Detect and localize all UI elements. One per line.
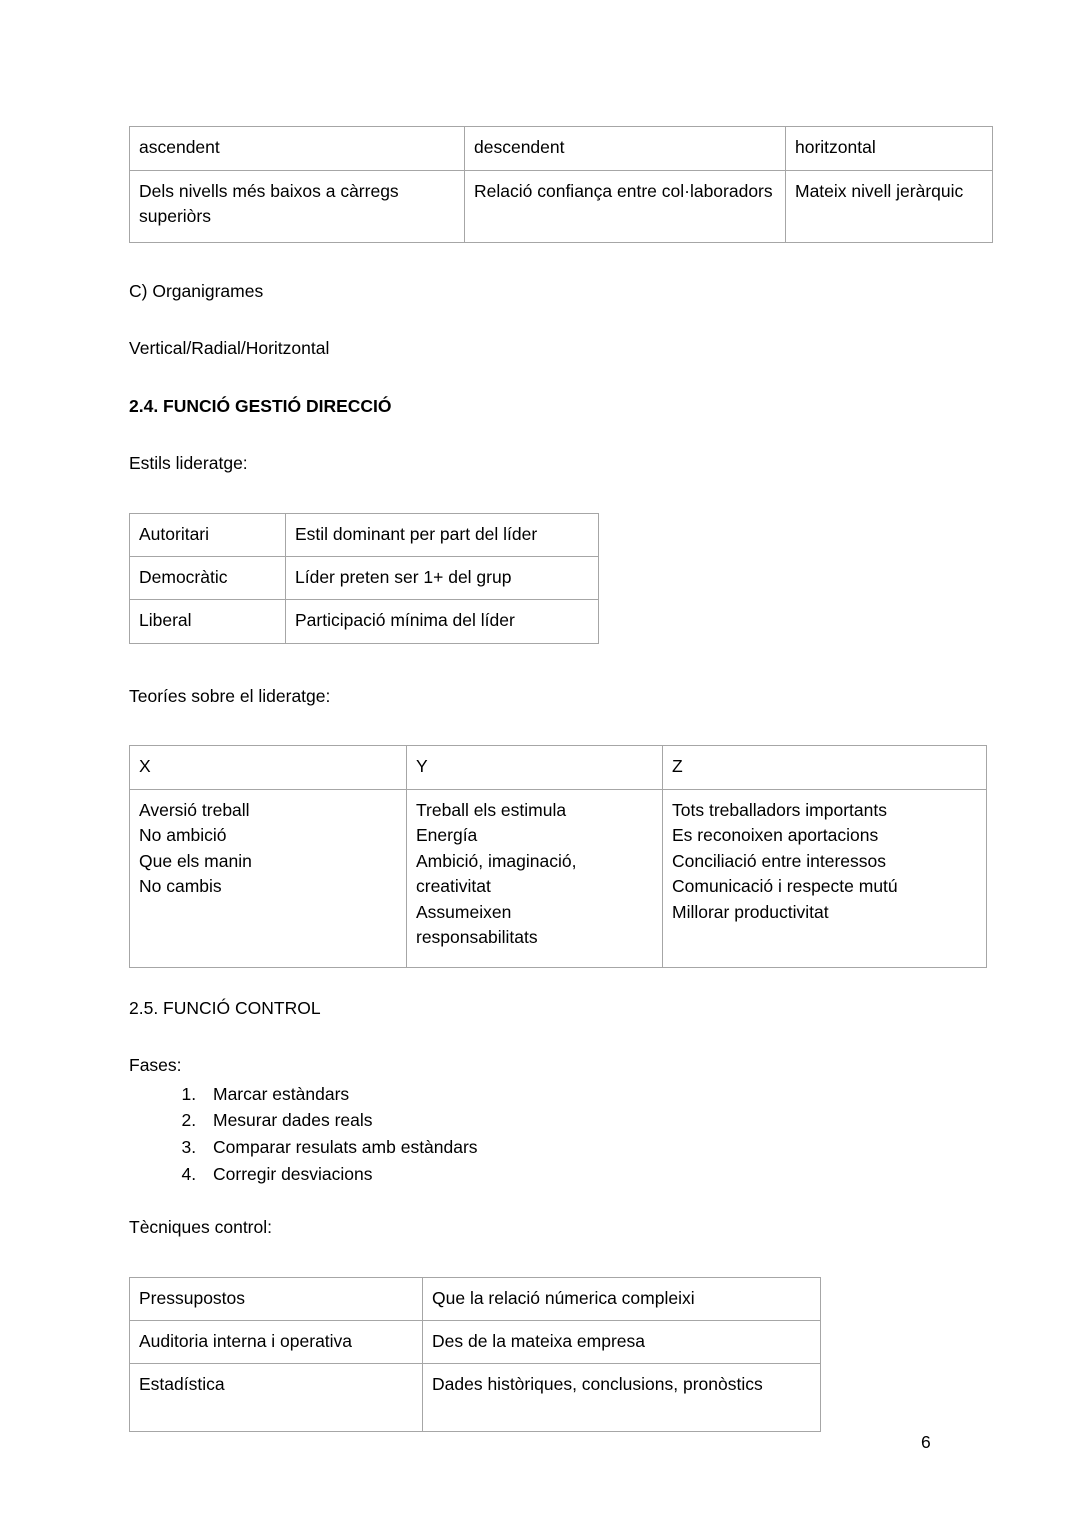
table-cell-theory-z [663,790,987,968]
table-cell-theory-y [407,790,663,968]
page-number: 6 [921,1432,931,1452]
list-item: 1. Marcar estàndars [201,1081,931,1108]
table-row [130,171,993,243]
table-row [130,746,987,790]
theory-y-line: Treball els estimula [416,800,567,820]
table-cell-style-desc: Estil dominant per part del líder [286,513,599,556]
organigrames-types: Vertical/Radial/Horitzontal [129,338,330,359]
table-cell-style-name: Autoritari [130,513,286,556]
table-header-cell-y: Y [407,746,663,790]
control-techniques-table [129,1277,821,1433]
theories-xyz-table [129,745,987,968]
table-cell-technique-name: Auditoria interna i operativa [130,1320,423,1363]
theory-y-line: Ambició, imaginació, [416,850,577,871]
fases-list [129,1081,931,1187]
section-heading-2-4: 2.4. FUNCIÓ GESTIÓ DIRECCIÓ [129,395,392,416]
table-header-cell-descendent: descendent [465,127,786,171]
table-header-cell-x: X [130,746,407,790]
theory-z-line: Tots treballadors importants [672,800,887,820]
theories-intro: Teoríes sobre el lideratge: [129,685,331,706]
communication-table [129,126,993,243]
theory-x-lines [139,798,397,900]
table-cell-style-desc: Líder preten ser 1+ del grup [286,556,599,599]
page-content [129,126,964,1432]
techniques-intro: Tècniques control: [129,1217,272,1238]
leadership-styles-table [129,513,599,644]
table-cell-style-desc: Participació mínima del líder [286,600,599,643]
theory-y-line: Assumeixen [416,901,512,922]
theory-x-line: No cambis [139,876,222,897]
theory-y-line: responsabilitats [416,926,538,947]
table-cell-theory-x [130,790,407,968]
table-row [130,600,599,643]
organigrames-label: C) Organigrames [129,281,264,301]
table-row [130,556,599,599]
fases-label: Fases: [129,1055,182,1076]
theory-z-line: Comunicació i respecte mutú [672,876,898,897]
theory-y-line: Energía [416,825,478,846]
estils-lideratge-intro: Estils lideratge: [129,453,248,474]
table-header-cell-z: Z [663,746,987,790]
table-row [130,127,993,171]
table-cell-technique-desc: Que la relació númerica compleixi [423,1277,821,1320]
table-cell-style-name: Liberal [130,600,286,643]
table-cell-descendent-desc: Relació confiança entre col·laboradors [465,171,786,243]
table-row [130,513,599,556]
table-cell-technique-name: Pressupostos [130,1277,423,1320]
list-item: 2. Mesurar dades reals [201,1107,931,1134]
table-cell-style-name: Democràtic [130,556,286,599]
theory-y-line: creativitat [416,876,491,897]
table-row [130,1364,821,1432]
table-row [130,790,987,968]
table-cell-horitzontal-desc: Mateix nivell jeràrquic [786,171,993,243]
table-header-cell-horitzontal: horitzontal [786,127,993,171]
theory-z-line: Conciliació entre interessos [672,850,886,871]
theory-x-line: No ambició [139,825,227,846]
table-row [130,1277,821,1320]
table-cell-technique-desc: Des de la mateixa empresa [423,1320,821,1363]
table-row [130,1320,821,1363]
table-cell-technique-desc: Dades històriques, conclusions, pronòstics [423,1364,821,1432]
theory-x-line: Aversió treball [139,800,250,820]
list-item: 3. Comparar resulats amb estàndars [201,1134,931,1161]
table-header-cell-ascendent: ascendent [130,127,465,171]
list-item: 4. Corregir desviacions [201,1161,931,1188]
theory-z-line: Es reconoixen aportacions [672,825,879,846]
table-cell-ascendent-desc: Dels nivells més baixos a càrregs superiòrs [130,171,465,243]
table-cell-technique-name: Estadística [130,1364,423,1432]
theory-y-lines [416,798,653,950]
theory-z-lines [672,798,977,925]
theory-z-line: Millorar productivitat [672,901,829,922]
theory-x-line: Que els manin [139,850,252,871]
section-heading-2-5: 2.5. FUNCIÓ CONTROL [129,998,321,1018]
